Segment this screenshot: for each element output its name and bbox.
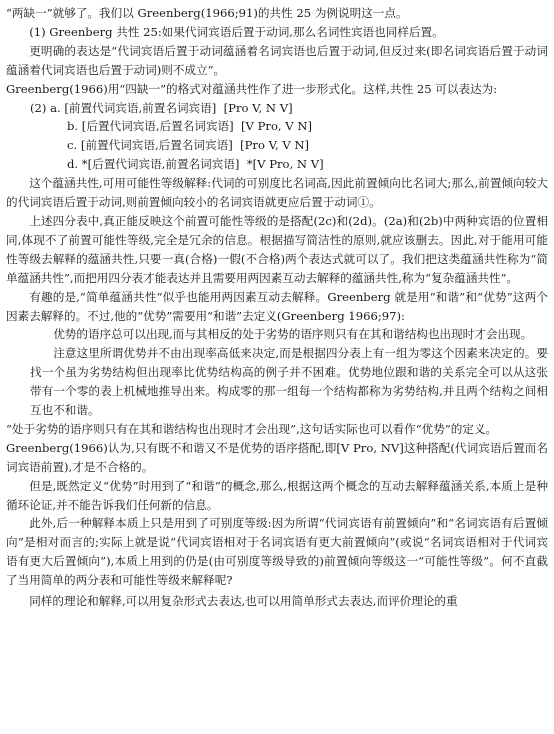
paragraph-6: “处于劣势的语序则只有在其和谐结构也出现时才会出现”,这句话实际也可以看作“优势”的定义。: [6, 421, 498, 436]
example-2c: c. [前置代词宾语,后置名词宾语] [Pro V, V N]: [67, 138, 310, 153]
quote-1: 优势的语序总可以出现,而与其相反的处于劣势的语序则只有在其和谐结构也出现时才会出现。: [53, 327, 533, 342]
paragraph-5: 有趣的是,“简单蕴涵共性”似乎也能用两因素互动去解释。Greenberg 就是用“和谐”和“优势”这两个因素去解释的。不过,他的“优势”需要用“和谐”去定义(Greenberg 1966;97):: [6, 289, 548, 323]
paragraph-9: 此外,后一种解释本质上只是用到了可别度等级:因为所谓“代词宾语有前置倾向”和“名词宾语有后置倾向”是相对而言的;实际上就是说“代词宾语相对于名词宾语有更大前置倾向”(或说“名词宾语相对于代词宾语有更大后置倾向”),本质上用到的仍是(由可别度等级导致的)前置倾向等级这一“可能性等级”。何不直截了当用简单的两分表和可能性等级来解释呢?: [6, 516, 548, 588]
example-1: (1) Greenberg 共性 25:如果代词宾语后置于动词,那么名词性宾语也同样后置。: [29, 24, 444, 39]
quote-2: 注意这里所谓优势并不由出现率高低来决定,而是根据四分表上有一组为零这个因素来决定的。要找一个虽为劣势结构但出现率比优势结构高的例子并不困难。优势地位跟和谐的关系完全可以从这张带有一个零的表上机械地推导出来。构成零的那一组每一个结构都称为劣势结构,并且两个结构之间相互也不和谐。: [30, 346, 548, 418]
paragraph-4: 上述四分表中,真正能反映这个前置可能性等级的是搭配(2c)和(2d)。(2a)和(2b)中两种宾语的位置相同,体现不了前置可能性等级,完全是冗余的信息。根据描写简洁性的原则,就应该删去。因此,对于能用可能性等级去解释的蕴涵共性,只要一真(合格)一假(不合格)两个表达式就可以了。我们把这类蕴涵共性称为“简单蕴涵共性”,而把用四分表才能表达并且需要用两因素互动去解释的蕴涵共性,称为“复杂蕴涵共性”。: [6, 213, 548, 285]
paragraph-2: Greenberg(1966)用“四缺一”的格式对蕴涵共性作了进一步形式化。这样,共性 25 可以表达为:: [6, 81, 498, 96]
example-2a: (2) a. [前置代词宾语,前置名词宾语] [Pro V, N V]: [30, 100, 293, 115]
body-line-1: “两缺一”就够了。我们以 Greenberg(1966;91)的共性 25 为例说明这一点。: [6, 6, 408, 20]
paragraph-8: 但是,既然定义“优势”时用到了“和谐”的概念,那么,根据这两个概念的互动去解释蕴涵关系,本质上是种循环论证,并不能告诉我们任何新的信息。: [6, 478, 548, 512]
paragraph-7: Greenberg(1966)认为,只有既不和谐又不是优势的语序搭配,即[V Pro, NV]这种搭配(代词宾语后置而名词宾语前置),才是不合格的。: [6, 440, 548, 474]
paragraph-1: 更明确的表达是“代词宾语后置于动词蕴涵着名词宾语也后置于动词,但反过来(即名词宾语后置于动词蕴涵着代词宾语也后置于动词)则不成立”。: [6, 43, 548, 77]
paragraph-10: 同样的理论和解释,可以用复杂形式去表达,也可以用简单形式去表达,而评价理论的重: [29, 594, 458, 609]
example-2d: d. *[后置代词宾语,前置名词宾语] *[V Pro, N V]: [67, 157, 324, 172]
paragraph-3: 这个蕴涵共性,可用可能性等级解释:代词的可别度比名词高,因此前置倾向比名词大;那么,前置倾向较大的代词宾语后置于动词,则前置倾向较小的名词宾语就更应后置于动词①。: [6, 176, 548, 210]
example-2b: b. [后置代词宾语,后置名词宾语] [V Pro, V N]: [67, 119, 313, 134]
